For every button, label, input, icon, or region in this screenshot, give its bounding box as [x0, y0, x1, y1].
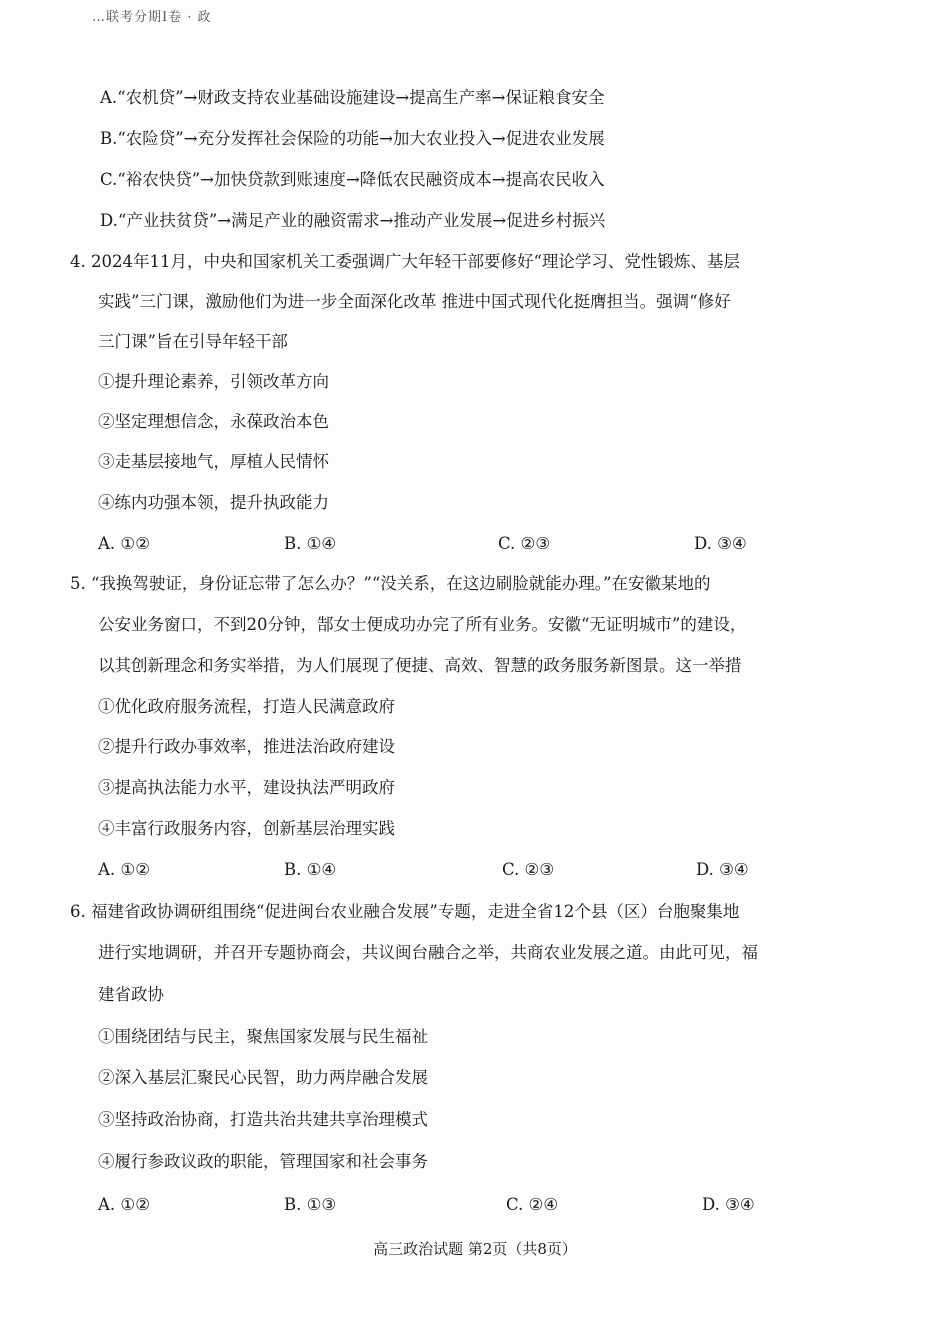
q4-choice-a[interactable]: A. ①②	[98, 534, 150, 553]
q6-statement-1: ①围绕团结与民主，聚焦国家发展与民生福祉	[98, 1027, 428, 1046]
q6-choice-b[interactable]: B. ①③	[284, 1195, 337, 1214]
q5-stem-line-2: 公安业务窗口，不到20分钟，郜女士便成功办完了所有业务。安徽“无证明城市”的建设，	[98, 615, 747, 634]
q5-choice-d[interactable]: D. ③④	[696, 860, 749, 879]
q5-statement-2: ②提升行政办事效率，推进法治政府建设	[98, 737, 395, 756]
q3-option-c: C.“裕农快贷”→加快贷款到账速度→降低农民融资成本→提高农民收入	[100, 170, 605, 189]
q6-stem-line-2: 进行实地调研，并召开专题协商会，共议闽台融合之举，共商农业发展之道。由此可见，福	[98, 943, 758, 962]
q4-statement-1: ①提升理论素养，引领改革方向	[98, 372, 329, 391]
q5-stem-line-1: 5. “我换驾驶证，身份证忘带了怎么办？”“没关系，在这边刷脸就能办理。”在安徽某地的	[70, 574, 711, 593]
q3-option-b: B.“农险贷”→充分发挥社会保险的功能→加大农业投入→促进农业发展	[100, 129, 605, 148]
q4-statement-3: ③走基层接地气，厚植人民情怀	[98, 452, 329, 471]
q5-choices	[98, 858, 878, 882]
q5-statement-3: ③提高执法能力水平，建设执法严明政府	[98, 778, 395, 797]
page-footer: 高三政治试题 第2页（共8页）	[373, 1240, 577, 1258]
q4-statement-2: ②坚定理想信念，永葆政治本色	[98, 412, 329, 431]
q5-choice-c[interactable]: C. ②③	[502, 860, 555, 879]
q6-statement-3: ③坚持政治协商，打造共治共建共享治理模式	[98, 1110, 428, 1129]
q4-choice-b[interactable]: B. ①④	[284, 534, 337, 553]
q6-statement-2: ②深入基层汇聚民心民智，助力两岸融合发展	[98, 1068, 428, 1087]
q6-statement-4: ④履行参政议政的职能，管理国家和社会事务	[98, 1152, 428, 1171]
q5-statement-1: ①优化政府服务流程，打造人民满意政府	[98, 697, 395, 716]
q3-option-d: D.“产业扶贫贷”→满足产业的融资需求→推动产业发展→促进乡村振兴	[100, 211, 606, 230]
q6-stem-line-3: 建省政协	[98, 985, 164, 1004]
q5-choice-b[interactable]: B. ①④	[284, 860, 337, 879]
q6-stem-line-1: 6. 福建省政协调研组围绕“促进闽台农业融合发展”专题，走进全省12个县（区）台胞聚集地	[70, 902, 740, 921]
q4-statement-4: ④练内功强本领，提升执政能力	[98, 493, 329, 512]
q4-stem-line-3: 三门课”旨在引导年轻干部	[98, 332, 288, 351]
q4-choices	[98, 532, 878, 556]
header-fragment: …联考分期I卷 · 政	[92, 10, 212, 25]
q3-option-a: A.“农机贷”→财政支持农业基础设施建设→提高生产率→保证粮食安全	[100, 88, 605, 107]
q5-stem-line-3: 以其创新理念和务实举措，为人们展现了便捷、高效、智慧的政务服务新图景。这一举措	[98, 656, 742, 675]
q5-statement-4: ④丰富行政服务内容，创新基层治理实践	[98, 819, 395, 838]
q5-choice-a[interactable]: A. ①②	[98, 860, 150, 879]
q6-choices	[98, 1193, 878, 1217]
q4-stem-line-2: 实践”三门课，激励他们为进一步全面深化改革 推进中国式现代化挺膺担当。强调“修好	[98, 292, 731, 311]
q6-choice-d[interactable]: D. ③④	[702, 1195, 755, 1214]
q4-choice-d[interactable]: D. ③④	[694, 534, 747, 553]
q6-choice-a[interactable]: A. ①②	[98, 1195, 150, 1214]
q4-choice-c[interactable]: C. ②③	[498, 534, 551, 553]
q6-choice-c[interactable]: C. ②④	[506, 1195, 559, 1214]
q4-stem-line-1: 4. 2024年11月，中央和国家机关工委强调广大年轻干部要修好“理论学习、党性锻炼、基层	[70, 252, 740, 271]
